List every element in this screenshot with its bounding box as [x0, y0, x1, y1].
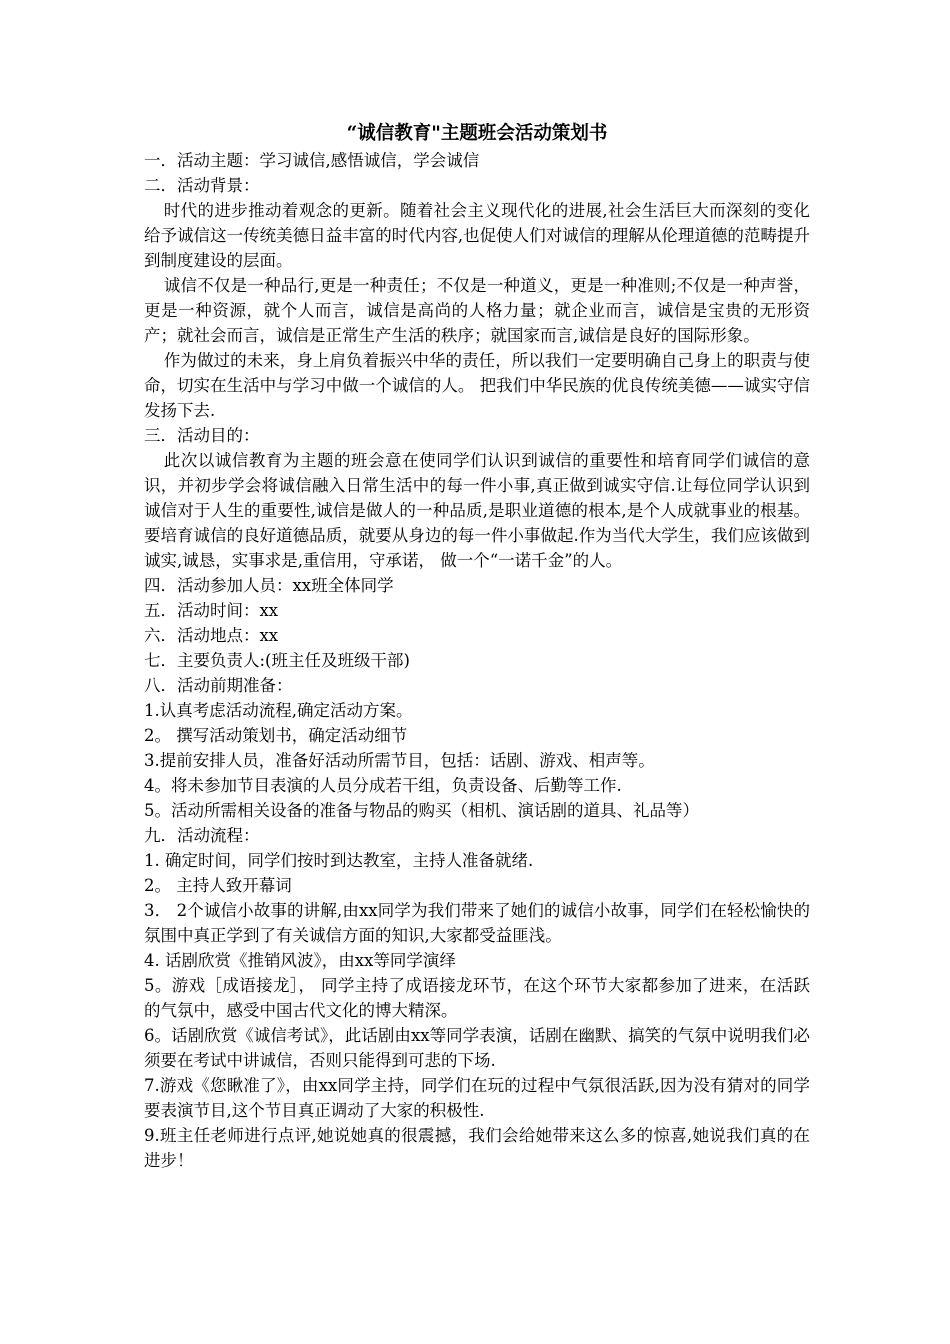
- section-leader: 七．主要负责人:(班主任及班级干部): [144, 651, 410, 670]
- section-participants: 四．活动参加人员：xx班全体同学: [144, 576, 394, 595]
- flow-item: 7.游戏《您瞅准了》，由xx同学主持，同学们在玩的过程中气氛很活跃,因为没有猜对的同学要表演节目,这个节目真正调动了大家的积极性.: [144, 1076, 810, 1120]
- flow-item: 2。 主持人致开幕词: [144, 876, 292, 895]
- prep-item: 2。 撰写活动策划书，确定活动细节: [144, 726, 408, 745]
- flow-item: 9.班主任老师进行点评,她说她真的很震撼，我们会给她带来这么多的惊喜,她说我们真的在进步！: [144, 1126, 810, 1170]
- purpose-paragraph: 此次以诚信教育为主题的班会意在使同学们认识到诚信的重要性和培育同学们诚信的意识，并初步学会将诚信融入日常生活中的每一件小事,真正做到诚实守信.让每位同学认识到诚信对于人生的重要性,诚信是做人的一种品质,是职业道德的根本,是个人成就事业的根基。要培育诚信的良好道德品质，就要从身边的每一件小事做起.作为当代大学生，我们应该做到诚实,诚恳，实事求是,重信用，守承诺， 做一个“一诺千金”的人。: [144, 451, 810, 570]
- prep-item: 1.认真考虑活动流程,确定活动方案。: [144, 701, 413, 720]
- section-time: 五．活动时间：xx: [144, 601, 279, 620]
- document-body: [144, 120, 810, 1173]
- flow-item: 6。话剧欣赏《诚信考试》，此话剧由xx等同学表演，话剧在幽默、搞笑的气氛中说明我们必须要在考试中讲诚信，否则只能得到可悲的下场.: [144, 1026, 810, 1070]
- background-paragraph-2: 诚信不仅是一种品行,更是一种责任；不仅是一种道义，更是一种准则;不仅是一种声誉，更是一种资源，就个人而言，诚信是高尚的人格力量；就企业而言，诚信是宝贵的无形资产；就社会而言，诚信是正常生产生活的秩序；就国家而言,诚信是良好的国际形象。: [144, 276, 810, 345]
- flow-item: 5。游戏［成语接龙］， 同学主持了成语接龙环节，在这个环节大家都参加了进来，在活跃的气氛中，感受中国古代文化的博大精深。: [144, 976, 810, 1020]
- section-theme: 一．活动主题：学习诚信,感悟诚信，学会诚信: [144, 151, 480, 170]
- document-title: “诚信教育"主题班会活动策划书: [346, 123, 608, 144]
- section-purpose-heading: 三．活动目的：: [144, 426, 260, 445]
- section-prep-heading: 八．活动前期准备：: [144, 676, 293, 695]
- background-paragraph-1: 时代的进步推动着观念的更新。随着社会主义现代化的进展,社会生活巨大而深刻的变化给予诚信这一传统美德日益丰富的时代内容,也促使人们对诚信的理解从伦理道德的范畴提升到制度建设的层面。: [144, 201, 810, 270]
- flow-item: 1. 确定时间，同学们按时到达教室，主持人准备就绪.: [144, 851, 534, 870]
- section-flow-heading: 九．活动流程：: [144, 826, 260, 845]
- section-background-heading: 二．活动背景：: [144, 176, 260, 195]
- prep-item: 3.提前安排人员，准备好活动所需节目，包括：话剧、游戏、相声等。: [144, 751, 655, 770]
- prep-item: 5。活动所需相关设备的准备与物品的购买（相机、演话剧的道具、礼品等）: [144, 801, 699, 820]
- prep-item: 4。将未参加节目表演的人员分成若干组，负责设备、后勤等工作.: [144, 776, 622, 795]
- flow-item: 3． 2个诚信小故事的讲解,由xx同学为我们带来了她们的诚信小故事，同学们在轻松愉快的氛围中真正学到了有关诚信方面的知识,大家都受益匪浅。: [144, 901, 810, 945]
- section-location: 六．活动地点：xx: [144, 626, 279, 645]
- flow-item: 4. 话剧欣赏《推销风波》，由xx等同学演绎: [144, 951, 456, 970]
- background-paragraph-3: 作为做过的未来，身上肩负着振兴中华的责任，所以我们一定要明确自己身上的职责与使命，切实在生活中与学习中做一个诚信的人。 把我们中华民族的优良传统美德——诚实守信发扬下去.: [144, 351, 810, 420]
